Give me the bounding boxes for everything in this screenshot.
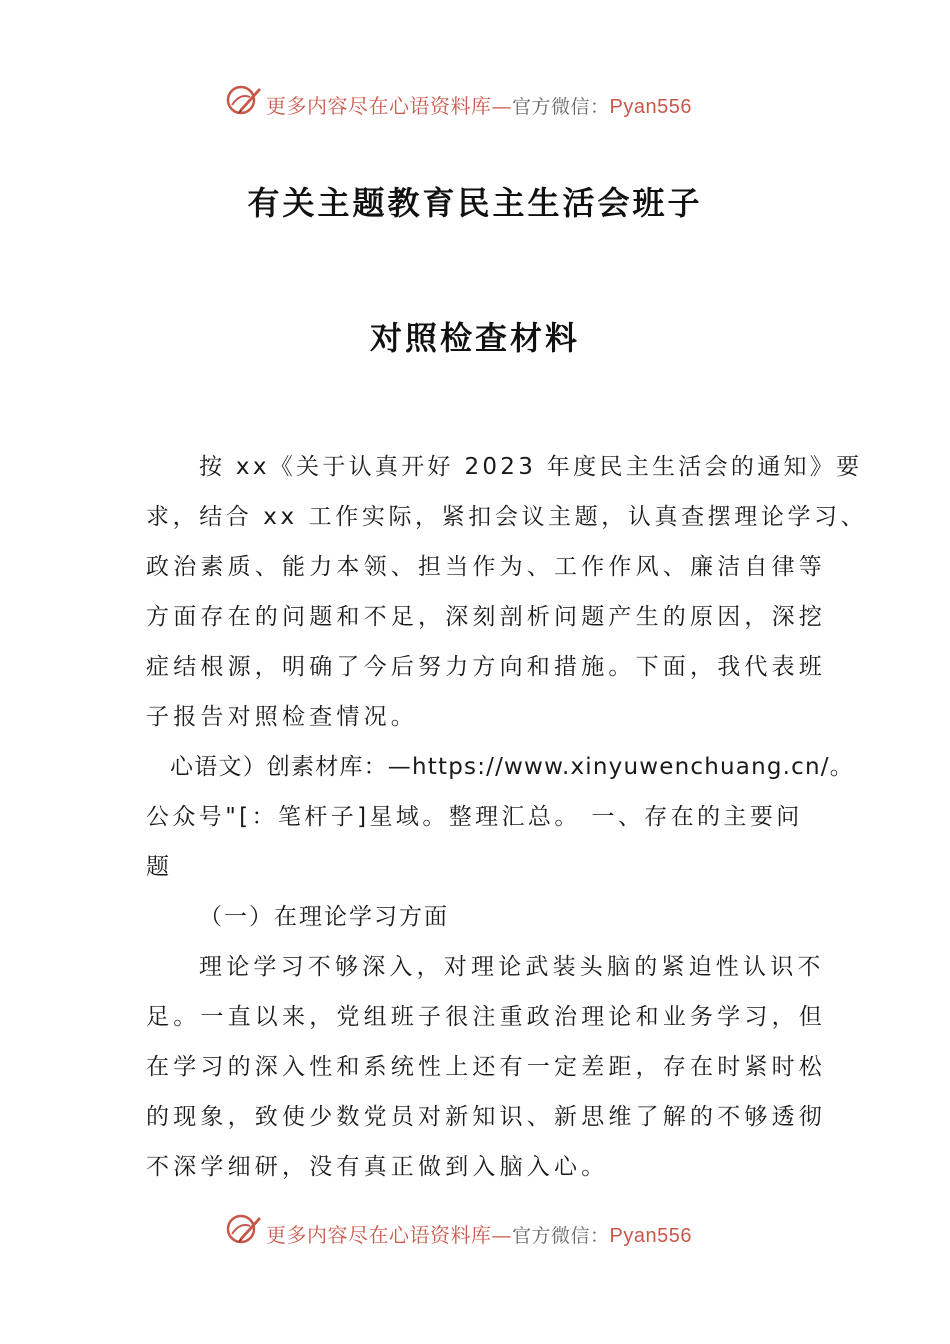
paragraph-line: 的现象，致使少数党员对新知识、新思维了解的不够透彻: [146, 1104, 826, 1130]
document-title-line-2: 对照检查材料: [369, 319, 580, 357]
paragraph-line: 方面存在的问题和不足，深刻剖析问题产生的原因，深挖: [146, 604, 826, 630]
pen-logo-icon: [226, 1212, 262, 1246]
document-title-line-1: 有关主题教育民主生活会班子: [247, 184, 703, 222]
watermark-text: 更多内容尽在心语资料库—官方微信：Pyan556: [266, 94, 692, 118]
paragraph-line: 公众号"[：笔杆子]星域。整理汇总。 一、存在的主要问: [146, 804, 803, 830]
pen-logo-icon: [226, 83, 262, 117]
paragraph-line: 理论学习不够深入，对理论武装头脑的紧迫性认识不: [199, 954, 825, 980]
watermark-banner-top: [0, 80, 950, 120]
paragraph-line: 不深学细研，没有真正做到入脑入心。: [146, 1154, 609, 1180]
paragraph-line: 政治素质、能力本领、担当作为、工作作风、廉洁自律等: [146, 554, 826, 580]
paragraph-line: 症结根源，明确了今后努力方向和措施。下面，我代表班: [146, 654, 826, 680]
paragraph-line: 心语文）创素材库：—https://www.xinyuwenchuang.cn/。: [170, 754, 854, 780]
paragraph-line: 求，结合 xx 工作实际，紧扣会议主题，认真查摆理论学习、: [146, 504, 868, 530]
paragraph-line: 在学习的深入性和系统性上还有一定差距，存在时紧时松: [146, 1054, 826, 1080]
paragraph-line: 子报告对照检查情况。: [146, 704, 418, 730]
paragraph-line: 足。一直以来，党组班子很注重政治理论和业务学习，但: [146, 1004, 826, 1030]
paragraph-line: 按 xx《关于认真开好 2023 年度民主生活会的通知》要: [199, 454, 863, 480]
watermark-banner-bottom: [0, 1209, 950, 1249]
section-heading: （一）在理论学习方面: [199, 904, 449, 930]
paragraph-line: 题: [146, 854, 174, 880]
watermark-text: 更多内容尽在心语资料库—官方微信：Pyan556: [266, 1223, 692, 1247]
